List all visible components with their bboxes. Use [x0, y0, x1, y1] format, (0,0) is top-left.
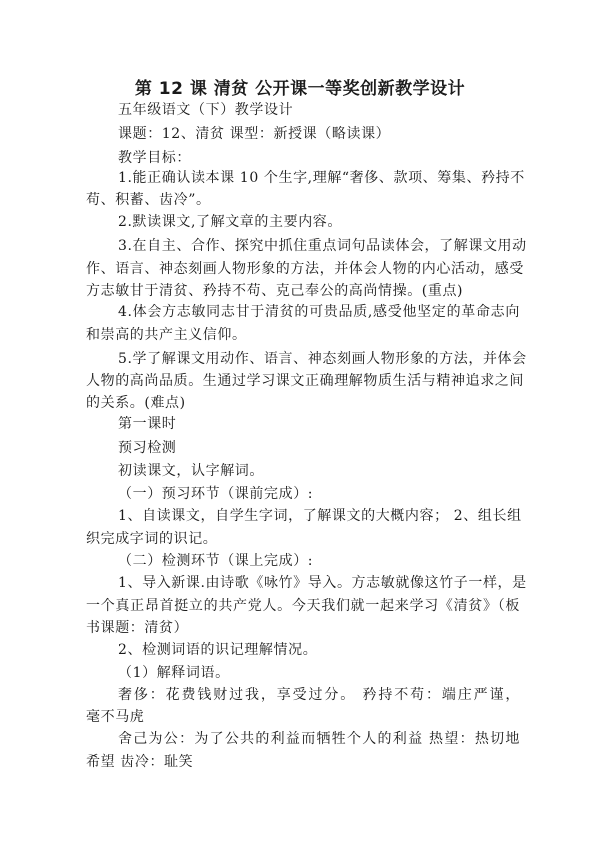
words-1-line-1: 奢侈：花费钱财过我，享受过分。 矜持不苟：端庄严谨，	[118, 687, 520, 703]
goal-4-line-2: 和崇高的共产主义信仰。	[86, 327, 247, 343]
lesson-heading: 第一课时	[118, 416, 177, 432]
grade-line: 五年级语文（下）教学设计	[118, 102, 294, 118]
intro-line-3: 书课题：清贫）	[86, 620, 189, 636]
goal-1-line-2: 苟、积蓄、齿冷”。	[86, 192, 211, 208]
step-2-heading: （二）检测环节（课上完成）:	[118, 553, 314, 569]
check-line: 2、检测词语的识记理解情况。	[118, 642, 318, 658]
intro-line-2: 一个真正昂首挺立的共产党人。今天我们就一起来学习《清贫》（板	[86, 598, 520, 614]
goal-3-line-1: 3.在自主、合作、探究中抓住重点词句品读体会，了解课文用动	[118, 238, 527, 254]
words-1-line-2: 毫不马虎	[86, 709, 145, 725]
goal-3-line-3: 方志敏甘于清贫、矜持不苟、克己奉公的高尚情操。(重点)	[86, 283, 464, 299]
goal-5-line-2: 人物的高尚品质。生通过学习课文正确理解物质生活与精神追求之间	[86, 373, 524, 389]
preview-heading: 预习检测	[118, 440, 177, 456]
words-2-line-2: 希望 齿冷：耻笑	[86, 754, 194, 770]
explain-heading: （1）解释词语。	[118, 665, 230, 681]
goals-heading: 教学目标：	[118, 150, 191, 166]
step-1-line-1: 1、自读课文，自学生字词，了解课文的大概内容； 2、组长组	[118, 508, 522, 524]
step-1-line-2: 织完成字词的识记。	[86, 531, 218, 547]
goal-5-line-1: 5.学了解课文用动作、语言、神态刻画人物形象的方法，并体会	[118, 351, 527, 367]
goal-3-line-2: 作、语言、神态刻画人物形象的方法，并体会人物的内心活动，感受	[86, 261, 524, 277]
goal-1-line-1: 1.能正确认读本课 10 个生字,理解“奢侈、款项、筹集、矜持不	[118, 170, 525, 186]
document-title: 第 12 课 清贫 公开课一等奖创新教学设计	[134, 79, 466, 99]
words-2-line-1: 舍己为公：为了公共的利益而牺牲个人的利益 热望：热切地	[118, 731, 520, 747]
goal-4-line-1: 4.体会方志敏同志甘于清贫的可贵品质,感受他坚定的革命志向	[118, 304, 520, 320]
goal-5-line-3: 的关系。(难点)	[86, 395, 186, 411]
first-read: 初读课文，认字解词。	[118, 463, 264, 479]
intro-line-1: 1、导入新课.由诗歌《咏竹》导入。方志敏就像这竹子一样，是	[118, 575, 527, 591]
step-1-heading: （一）预习环节（课前完成）:	[118, 486, 314, 502]
goal-2: 2.默读课文,了解文章的主要内容。	[118, 214, 343, 230]
topic-line: 课题：12、清贫 课型：新授课（略读课）	[118, 126, 391, 142]
